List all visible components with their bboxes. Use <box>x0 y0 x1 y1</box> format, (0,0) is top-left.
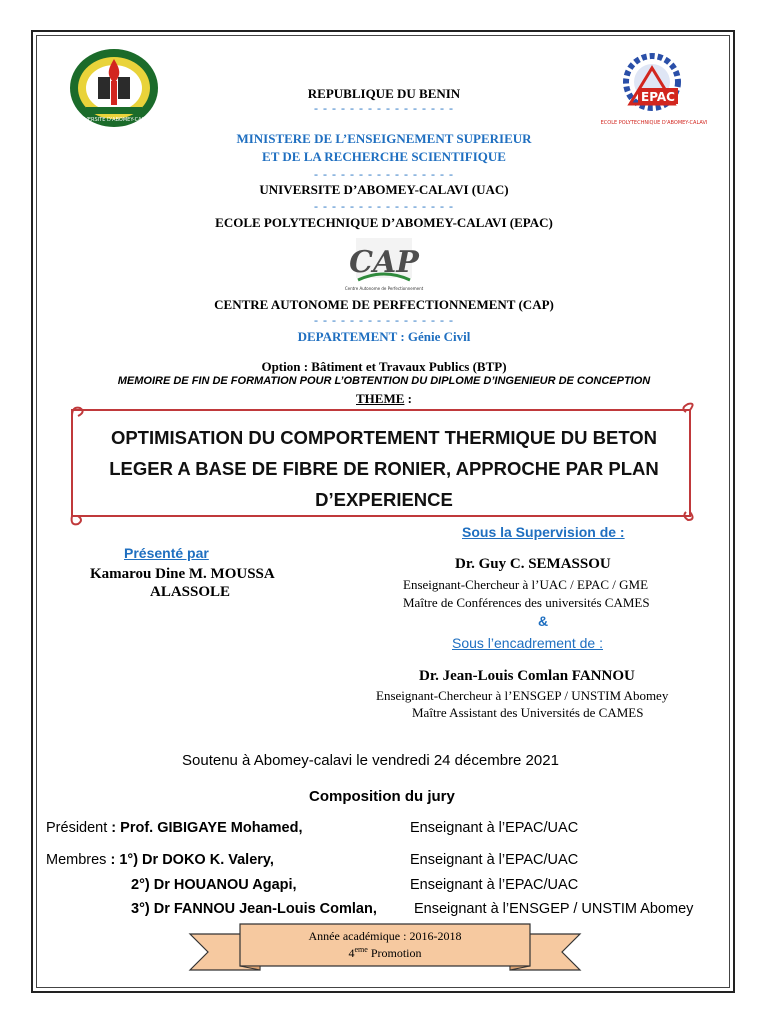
jury-president <box>46 820 303 836</box>
encadrant-role1: Enseignant-Chercheur à l’ENSGEP / UNSTIM Abomey <box>376 688 669 703</box>
university-name: UNIVERSITE D’ABOMEY-CALAVI (UAC) <box>259 182 509 197</box>
separator: - - - - - - - - - - - - - - - - <box>314 313 454 327</box>
president-name: : Prof. GIBIGAYE Mohamed, <box>111 820 303 836</box>
jury-title: Composition du jury <box>309 788 455 805</box>
theme-line1: OPTIMISATION DU COMPORTEMENT THERMIQUE DU BETON <box>110 427 658 448</box>
presenter-name-line2: ALASSOLE <box>150 584 231 600</box>
promotion-word: Promotion <box>367 946 422 960</box>
members-label: Membres <box>46 852 111 868</box>
member-2-role: Enseignant à l’EPAC/UAC <box>410 877 579 893</box>
promotion-number: 4 <box>348 946 355 960</box>
member-1-name: : 1°) Dr DOKO K. Valery, <box>110 852 274 868</box>
member-3-name: 3°) Dr FANNOU Jean-Louis Comlan, <box>131 901 377 917</box>
memoire-line: MEMOIRE DE FIN DE FORMATION POUR L’OBTENTION DU DIPLOME D’INGENIEUR DE CONCEPTION <box>117 375 651 387</box>
jury-member-1 <box>46 852 274 868</box>
republic-title: REPUBLIQUE DU BENIN <box>307 86 461 101</box>
svg-text:EPAC: EPAC <box>641 90 675 104</box>
separator: - - - - - - - - - - - - - - - - <box>314 101 454 115</box>
svg-text:Centre Autonome de Perfectionn: Centre Autonome de Perfectionnement <box>344 286 424 291</box>
encadrement-label: Sous l’encadrement de : <box>452 635 603 651</box>
supervisor-name: Dr. Guy C. SEMASSOU <box>455 556 611 572</box>
theme-label-text: THEME <box>356 391 405 406</box>
separator: - - - - - - - - - - - - - - - - <box>314 199 454 213</box>
cap-logo <box>344 234 424 294</box>
svg-text:ECOLE POLYTECHNIQUE D'ABOMEY-C: ECOLE POLYTECHNIQUE D'ABOMEY-CALAVI <box>600 120 708 126</box>
supervisor-role2: Maître de Conférences des universités CAMES <box>403 595 650 610</box>
theme-line3: D’EXPERIENCE <box>315 489 453 510</box>
promotion-sup: eme <box>354 945 368 954</box>
president-role: Enseignant à l’EPAC/UAC <box>410 820 579 836</box>
department: DEPARTEMENT : Génie Civil <box>297 329 471 344</box>
member-3-role: Enseignant à l’ENSGEP / UNSTIM Abomey <box>414 901 694 917</box>
ribbon-text <box>270 929 500 960</box>
ampersand: & <box>538 613 549 629</box>
svg-text:UNIVERSITE D'ABOMEY-CALAVI: UNIVERSITE D'ABOMEY-CALAVI <box>75 117 153 123</box>
separator: - - - - - - - - - - - - - - - - <box>314 167 454 181</box>
option-line: Option : Bâtiment et Travaux Publics (BTP) <box>261 359 507 374</box>
presenter-name-line1: Kamarou Dine M. MOUSSA <box>90 566 275 582</box>
theme-line2: LEGER A BASE DE FIBRE DE RONIER, APPROCHE PAR PLAN <box>109 458 659 479</box>
svg-text:CAP: CAP <box>349 245 419 280</box>
presenter-label: Présenté par <box>124 545 209 561</box>
member-1-role: Enseignant à l’EPAC/UAC <box>410 852 579 868</box>
encadrant-role2: Maître Assistant des Universités de CAMES <box>412 705 644 720</box>
theme-title <box>80 422 688 515</box>
defense-date: Soutenu à Abomey-calavi le vendredi 24 décembre 2021 <box>182 752 559 769</box>
school-name: ECOLE POLYTECHNIQUE D’ABOMEY-CALAVI (EPAC) <box>215 215 553 230</box>
president-label: Président <box>46 820 112 836</box>
supervisor-role1: Enseignant-Chercheur à l’UAC / EPAC / GME <box>403 577 649 592</box>
ministry-line2: ET DE LA RECHERCHE SCIENTIFIQUE <box>262 149 506 164</box>
member-2-name: 2°) Dr HOUANOU Agapi, <box>131 877 297 893</box>
ministry-line1: MINISTERE DE L’ENSEIGNEMENT SUPERIEUR <box>236 131 532 146</box>
promotion <box>270 943 500 960</box>
center-name: CENTRE AUTONOME DE PERFECTIONNEMENT (CAP) <box>214 297 554 312</box>
academic-year: Année académique : 2016-2018 <box>308 929 462 943</box>
theme-label-colon: : <box>404 391 412 406</box>
supervision-label: Sous la Supervision de : <box>462 524 625 540</box>
encadrant-name: Dr. Jean-Louis Comlan FANNOU <box>419 668 635 684</box>
